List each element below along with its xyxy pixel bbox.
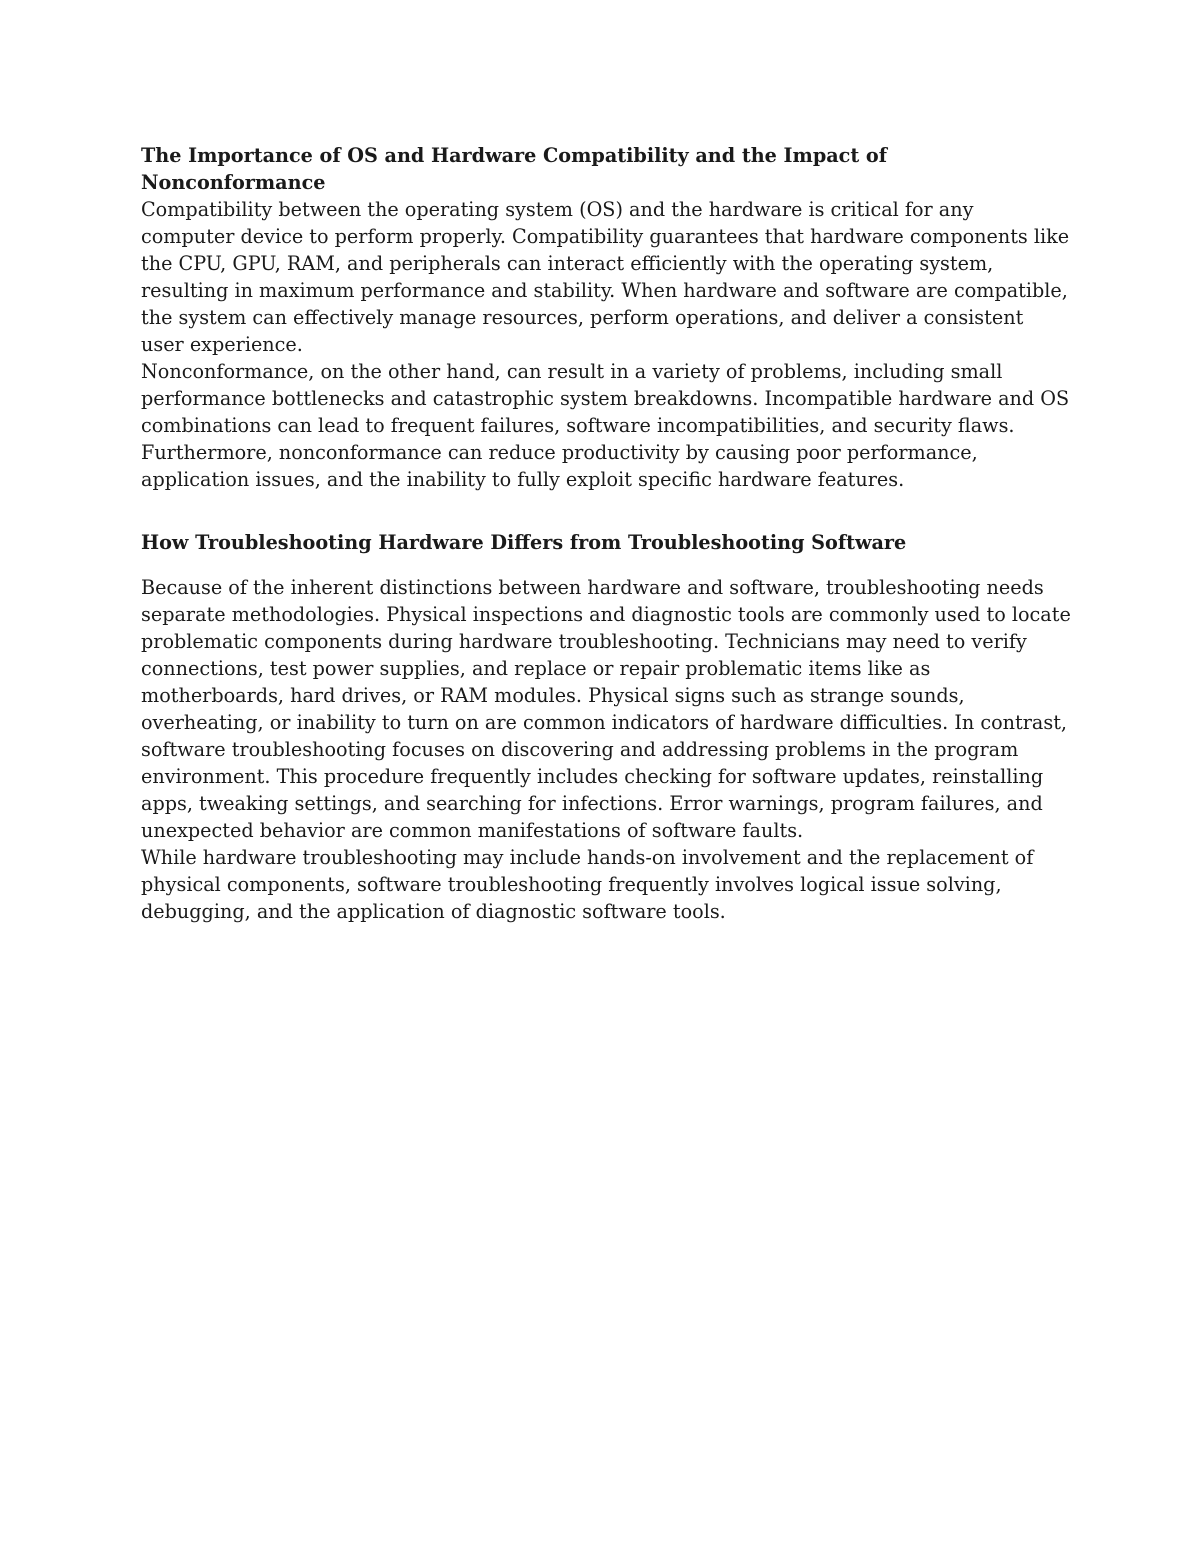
section-heading: How Troubleshooting Hardware Differs from Troubleshooting Software [141,531,907,554]
body-paragraph: Compatibility between the operating system (OS) and the hardware is critical for any computer device to perform properly. Compatibility guarantees that hardware components like the CPU, GPU, RAM, and peripherals can interact efficiently with the operating system, resulting in maximum performance and stability. When hardware and software are compatible, the system can effectively manage resources, perform operations, and deliver a consistent user experience. [141,198,1070,356]
document-body [141,142,1071,925]
body-paragraph: Because of the inherent distinctions between hardware and software, troubleshooting needs separate methodologies. Physical inspections and diagnostic tools are commonly used to locate problematic components during hardware troubleshooting. Technicians may need to verify connections, test power supplies, and replace or repair problematic items like as motherboards, hard drives, or RAM modules. Physical signs such as strange sounds, overheating, or inability to turn on are common indicators of hardware difficulties. In contrast, software troubleshooting focuses on discovering and addressing problems in the program environment. This procedure frequently includes checking for software updates, reinstalling apps, tweaking settings, and searching for infections. Error warnings, program failures, and unexpected behavior are common manifestations of software faults. [141,576,1071,842]
section-heading: The Importance of OS and Hardware Compatibility and the Impact of Nonconformance [141,144,887,194]
section-os-hardware-compatibility [141,142,1071,493]
section-troubleshooting-differences [141,529,1071,925]
body-paragraph: Nonconformance, on the other hand, can result in a variety of problems, including small performance bottlenecks and catastrophic system breakdowns. Incompatible hardware and OS combinations can lead to frequent failures, software incompatibilities, and security flaws. Furthermore, nonconformance can reduce productivity by causing poor performance, application issues, and the inability to fully exploit specific hardware features. [141,360,1070,491]
body-paragraph: While hardware troubleshooting may include hands-on involvement and the replacement of physical components, software troubleshooting frequently involves logical issue solving, debugging, and the application of diagnostic software tools. [141,846,1034,923]
